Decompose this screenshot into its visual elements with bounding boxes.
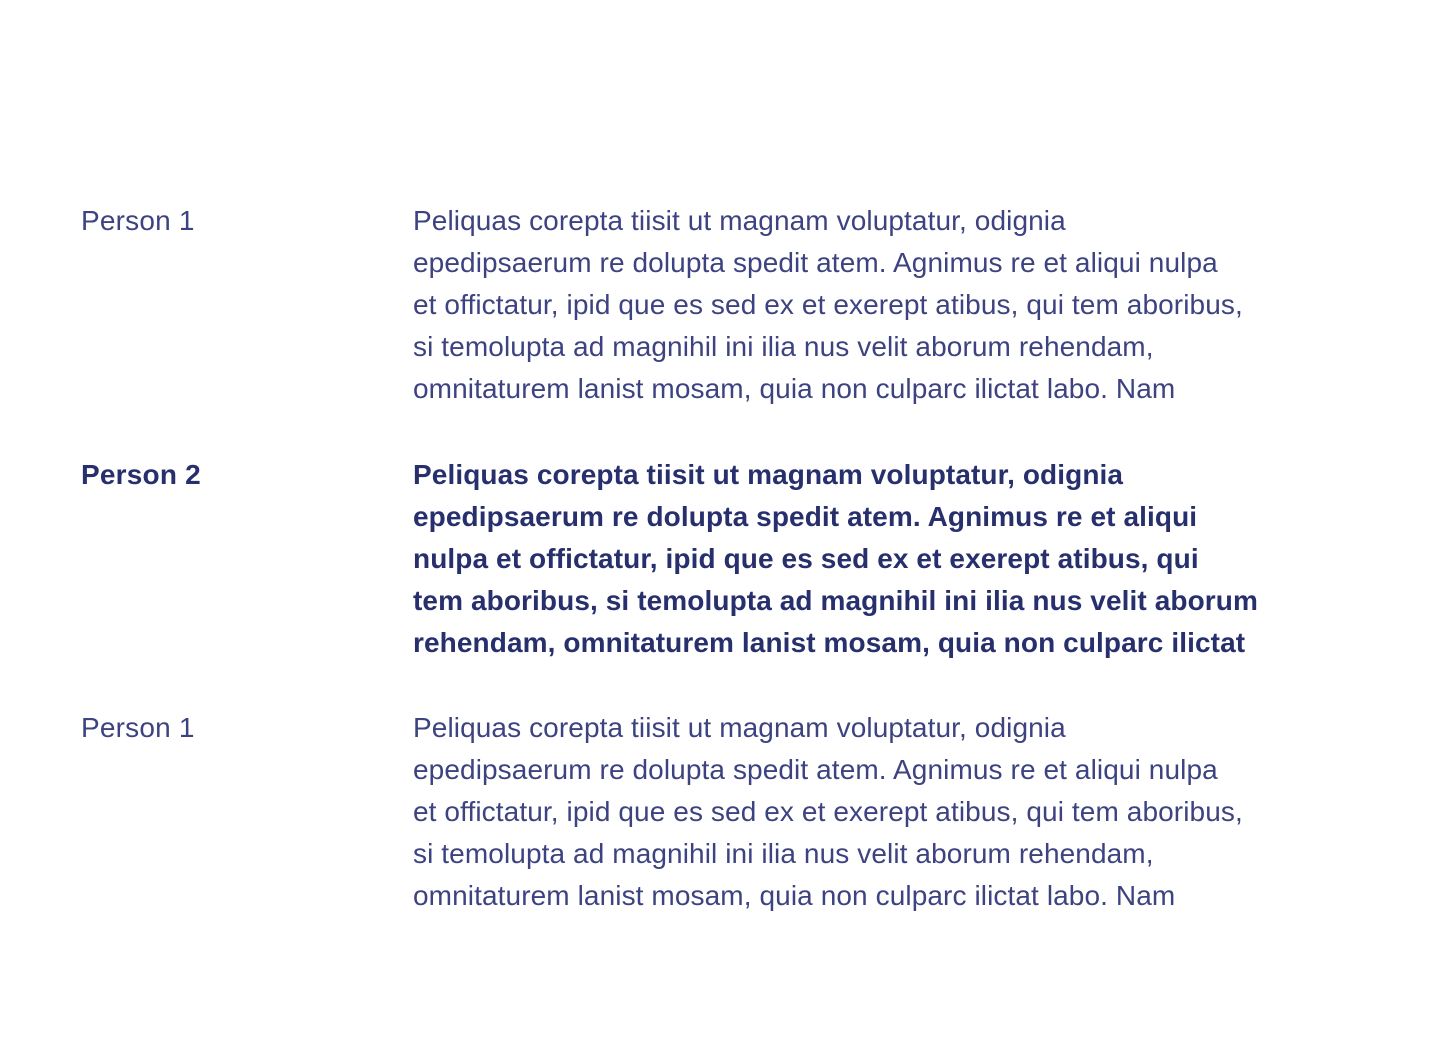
- entry-text-line: epedipsaerum re dolupta spedit atem. Agnimus re et aliqui nulpa: [413, 754, 1218, 785]
- entry-text-line: epedipsaerum re dolupta spedit atem. Agnimus re et aliqui: [413, 501, 1198, 532]
- entry-text-line: omnitaturem lanist mosam, quia non culparc ilictat labo. Nam: [413, 880, 1176, 911]
- entry-text-line: Peliquas corepta tiisit ut magnam voluptatur, odignia: [413, 205, 1066, 236]
- entry-text-line: tem aboribus, si temolupta ad magnihil ini ilia nus velit aborum: [413, 585, 1258, 616]
- entry-text-line: rehendam, omnitaturem lanist mosam, quia non culparc ilictat: [413, 627, 1246, 658]
- entry-text-line: si temolupta ad magnihil ini ilia nus velit aborum rehendam,: [413, 331, 1154, 362]
- entry-text-line: et offictatur, ipid que es sed ex et exerept atibus, qui tem aboribus,: [413, 289, 1243, 320]
- entry-text-line: Peliquas corepta tiisit ut magnam voluptatur, odignia: [413, 459, 1124, 490]
- entry-text-line: si temolupta ad magnihil ini ilia nus velit aborum rehendam,: [413, 838, 1154, 869]
- speaker-label: Person 2: [81, 459, 201, 490]
- entry-text-line: epedipsaerum re dolupta spedit atem. Agnimus re et aliqui nulpa: [413, 247, 1218, 278]
- entry-text-line: omnitaturem lanist mosam, quia non culparc ilictat labo. Nam: [413, 373, 1176, 404]
- entry-text-line: Peliquas corepta tiisit ut magnam voluptatur, odignia: [413, 712, 1066, 743]
- speaker-label: Person 1: [81, 205, 195, 236]
- speaker-label: Person 1: [81, 712, 195, 743]
- entry-text-line: et offictatur, ipid que es sed ex et exerept atibus, qui tem aboribus,: [413, 796, 1243, 827]
- entry-text-line: nulpa et offictatur, ipid que es sed ex et exerept atibus, qui: [413, 543, 1199, 574]
